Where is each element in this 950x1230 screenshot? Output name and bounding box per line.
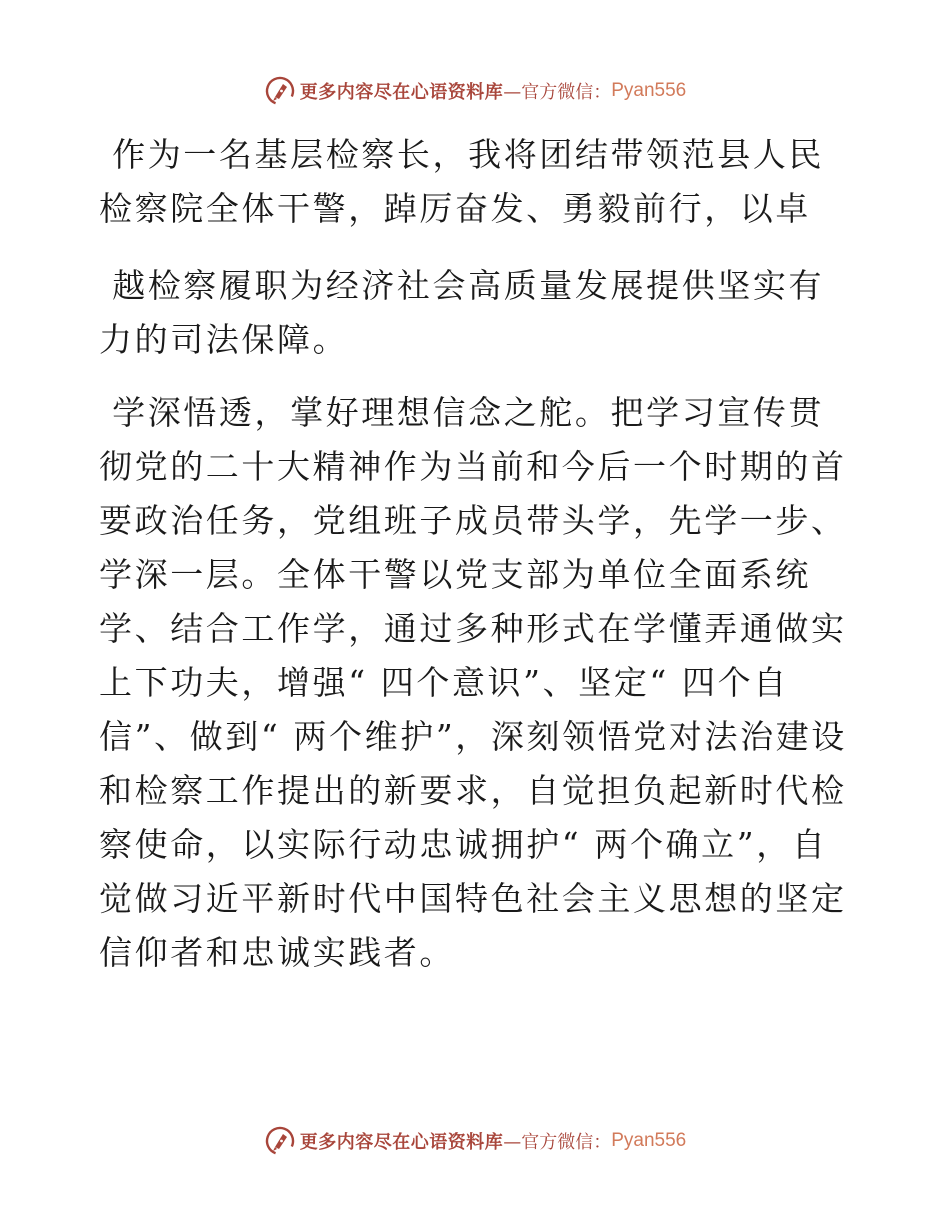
- footer-wechat-label: —官方微信：: [503, 1132, 612, 1153]
- header-brand-text: 更多内容尽在心语资料库: [299, 82, 504, 103]
- paragraph-3: 学深悟透，掌好理想信念之舵。把学习宣传贯彻党的二十大精神作为当前和今后一个时期的首要政治任务，党组班子成员带头学，先学一步、学深一层。全体干警以党支部为单位全面系统学、结合工作学，通过多种形式在学懂弄通做实上下功夫，增强“ 四个意识”、坚定“ 四个自信”、做到“ 两个维护”，深刻领悟党对法治建设和检察工作提出的新要求，自觉担负起新时代检察使命，以实际行动忠诚拥护“ 两个确立”，自觉做习近平新时代中国特色社会主义思想的坚定信仰者和忠诚实践者。: [99, 393, 847, 972]
- header-wechat-label: —官方微信：: [503, 82, 612, 103]
- header-banner: [0, 71, 950, 111]
- pen-nib-logo-icon: [264, 1125, 296, 1157]
- footer-banner: [0, 1121, 950, 1161]
- paragraph-2: 越检察履职为经济社会高质量发展提供坚实有力的司法保障。: [99, 266, 825, 359]
- header-wechat-id: Pyan556: [611, 80, 687, 101]
- paragraph-1: 作为一名基层检察长，我将团结带领范县人民检察院全体干警，踔厉奋发、勇毅前行，以卓: [99, 135, 825, 228]
- footer-wechat-id: Pyan556: [611, 1130, 687, 1151]
- footer-brand-text: 更多内容尽在心语资料库: [299, 1132, 504, 1153]
- pen-nib-logo-icon: [264, 75, 296, 107]
- document-body: [99, 128, 851, 980]
